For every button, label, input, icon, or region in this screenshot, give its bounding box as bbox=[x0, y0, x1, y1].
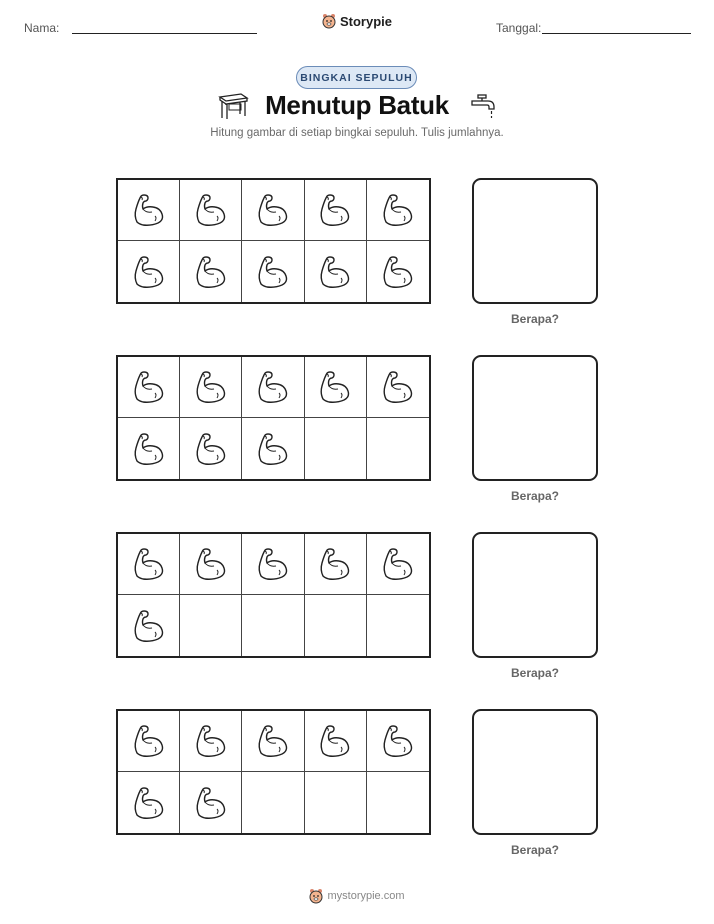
frame-cell bbox=[180, 180, 242, 241]
frame-cell bbox=[180, 711, 242, 772]
flexed-biceps-icon bbox=[191, 367, 231, 407]
frame-cell bbox=[118, 711, 180, 772]
flexed-biceps-icon bbox=[191, 544, 231, 584]
frame-cell bbox=[367, 418, 429, 479]
flexed-biceps-icon bbox=[191, 252, 231, 292]
flexed-biceps-icon bbox=[315, 367, 355, 407]
date-line[interactable] bbox=[542, 33, 691, 34]
frame-cell bbox=[305, 357, 367, 418]
flexed-biceps-icon bbox=[378, 721, 418, 761]
flexed-biceps-icon bbox=[191, 783, 231, 823]
flexed-biceps-icon bbox=[253, 190, 293, 230]
flexed-biceps-icon bbox=[253, 544, 293, 584]
frame-cell bbox=[242, 595, 304, 656]
flexed-biceps-icon bbox=[129, 721, 169, 761]
name-label: Nama: bbox=[24, 21, 60, 35]
flexed-biceps-icon bbox=[253, 252, 293, 292]
frame-cell bbox=[367, 241, 429, 302]
flexed-biceps-icon bbox=[253, 367, 293, 407]
flexed-biceps-icon bbox=[378, 252, 418, 292]
answer-box-4[interactable] bbox=[472, 709, 598, 835]
frame-cell bbox=[305, 772, 367, 833]
flexed-biceps-icon bbox=[378, 367, 418, 407]
date-label: Tanggal: bbox=[496, 21, 542, 35]
frame-cell bbox=[180, 772, 242, 833]
frame-cell bbox=[367, 595, 429, 656]
flexed-biceps-icon bbox=[129, 252, 169, 292]
brand bbox=[0, 13, 714, 32]
frame-cell bbox=[180, 595, 242, 656]
flexed-biceps-icon bbox=[191, 190, 231, 230]
worksheet-type-badge: BINGKAI SEPULUH bbox=[296, 66, 417, 89]
flexed-biceps-icon bbox=[191, 429, 231, 469]
brand-name: Storypie bbox=[339, 13, 392, 29]
frame-cell bbox=[367, 357, 429, 418]
frame-cell bbox=[180, 418, 242, 479]
frame-cell bbox=[118, 772, 180, 833]
ten-frame-2 bbox=[116, 355, 431, 481]
frame-cell bbox=[242, 418, 304, 479]
answer-box-3[interactable] bbox=[472, 532, 598, 658]
answer-label-3: Berapa? bbox=[510, 666, 560, 680]
footer-url: mystorypie.com bbox=[327, 890, 405, 902]
answer-box-2[interactable] bbox=[472, 355, 598, 481]
flexed-biceps-icon bbox=[315, 721, 355, 761]
worksheet-title: Menutup Batuk bbox=[265, 90, 449, 120]
flexed-biceps-icon bbox=[129, 606, 169, 646]
instructions: Hitung gambar di setiap bingkai sepuluh. Tulis jumlahnya. bbox=[210, 127, 504, 139]
frame-cell bbox=[367, 711, 429, 772]
ten-frame-1 bbox=[116, 178, 431, 304]
frame-cell bbox=[305, 180, 367, 241]
flexed-biceps-icon bbox=[315, 544, 355, 584]
frame-cell bbox=[305, 241, 367, 302]
footer bbox=[0, 888, 714, 907]
frame-cell bbox=[367, 534, 429, 595]
frame-cell bbox=[305, 534, 367, 595]
frame-cell bbox=[242, 711, 304, 772]
flexed-biceps-icon bbox=[253, 429, 293, 469]
frame-cell bbox=[242, 772, 304, 833]
answer-label-1: Berapa? bbox=[510, 312, 560, 326]
flexed-biceps-icon bbox=[378, 544, 418, 584]
frame-cell bbox=[180, 241, 242, 302]
answer-label-2: Berapa? bbox=[510, 489, 560, 503]
frame-cell bbox=[180, 534, 242, 595]
frame-cell bbox=[305, 595, 367, 656]
answer-box-1[interactable] bbox=[472, 178, 598, 304]
frame-cell bbox=[118, 418, 180, 479]
frame-cell bbox=[367, 772, 429, 833]
flexed-biceps-icon bbox=[129, 783, 169, 823]
frame-cell bbox=[242, 534, 304, 595]
frame-cell bbox=[118, 180, 180, 241]
faucet-icon bbox=[469, 92, 497, 120]
ten-frame-4 bbox=[116, 709, 431, 835]
flexed-biceps-icon bbox=[129, 190, 169, 230]
flexed-biceps-icon bbox=[129, 367, 169, 407]
flexed-biceps-icon bbox=[378, 190, 418, 230]
flexed-biceps-icon bbox=[191, 721, 231, 761]
flexed-biceps-icon bbox=[315, 252, 355, 292]
frame-cell bbox=[367, 180, 429, 241]
frame-cell bbox=[180, 357, 242, 418]
frame-cell bbox=[118, 595, 180, 656]
name-line[interactable] bbox=[72, 33, 257, 34]
frame-cell bbox=[305, 418, 367, 479]
storypie-logo-icon bbox=[309, 888, 323, 904]
flexed-biceps-icon bbox=[253, 721, 293, 761]
frame-cell bbox=[118, 241, 180, 302]
flexed-biceps-icon bbox=[129, 429, 169, 469]
frame-cell bbox=[118, 534, 180, 595]
frame-cell bbox=[305, 711, 367, 772]
frame-cell bbox=[242, 357, 304, 418]
ten-frame-3 bbox=[116, 532, 431, 658]
frame-cell bbox=[118, 357, 180, 418]
flexed-biceps-icon bbox=[315, 190, 355, 230]
frame-cell bbox=[242, 241, 304, 302]
flexed-biceps-icon bbox=[129, 544, 169, 584]
answer-label-4: Berapa? bbox=[510, 843, 560, 857]
storypie-logo-icon bbox=[322, 13, 336, 29]
frame-cell bbox=[242, 180, 304, 241]
